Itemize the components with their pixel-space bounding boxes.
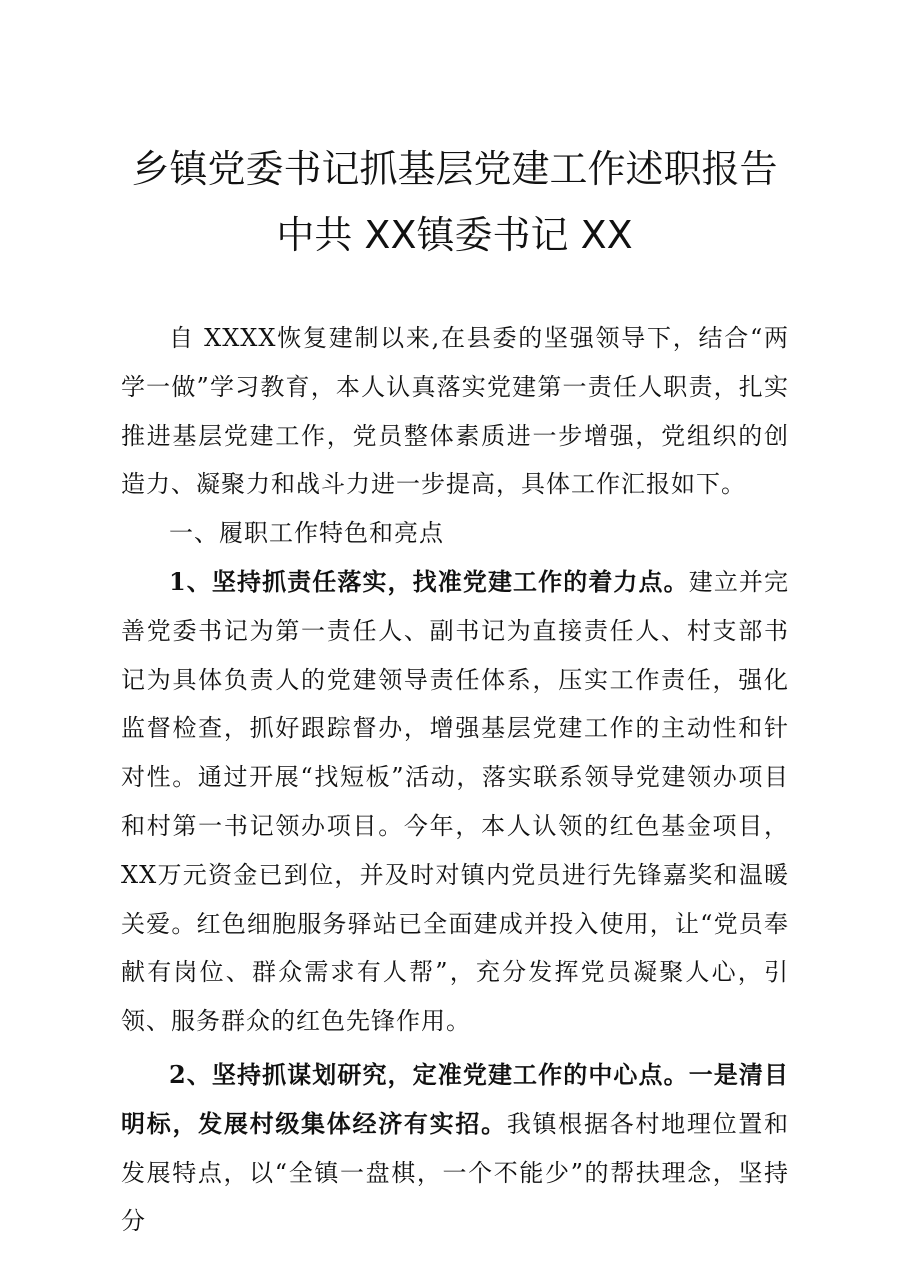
section-heading: 一、履职工作特色和亮点 [169,519,444,548]
document-subtitle: 中共 XX镇委书记 XX [276,213,633,257]
document-title: 乡镇党委书记抓基层党建工作述职报告 [131,147,778,191]
item-1-text: 建立并完善党委书记为第一责任人、副书记为直接责任人、村支部书记为具体负责人的党建领导责任体系，压实工作责任，强化监督检查，抓好跟踪督办，增强基层党建工作的主动性和针对性。通过开展“找短板”活动，落实联系领导党建领办项目和村第一书记领办项目。今年，本人认领的红色基金项目，XX万元资金已到位，并及时对镇内党员进行先锋嘉奖和温暖关爱。红色细胞服务驿站已全面建成并投入使用，让“党员奉献有岗位、群众需求有人帮”，充分发挥党员凝聚人心，引领、服务群众的红色先锋作用。 [121,567,790,1036]
item-2-paragraph [121,1051,789,1246]
document-body [121,314,789,1246]
item-2-lead: 2、坚持抓谋划研究，定准党建工作的中心点。一是清目明标，发展村级集体经济有实招。 [121,1059,789,1138]
item-1-paragraph [121,558,789,1046]
item-1-lead: 1、坚持抓责任落实，找准党建工作的着力点。 [169,566,689,596]
item-2-text: 我镇根据各村地理位置和发展特点，以“全镇一盘棋，一个不能少”的帮扶理念，坚持分 [121,1109,790,1236]
intro-paragraph: 自 XXXX恢复建制以来,在县委的坚强领导下，结合“两学一做”学习教育，本人认真落实党建第一责任人职责，扎实推进基层党建工作，党员整体素质进一步增强，党组织的创造力、凝聚力和战斗力进一步提高，具体工作汇报如下。 [121,324,789,499]
